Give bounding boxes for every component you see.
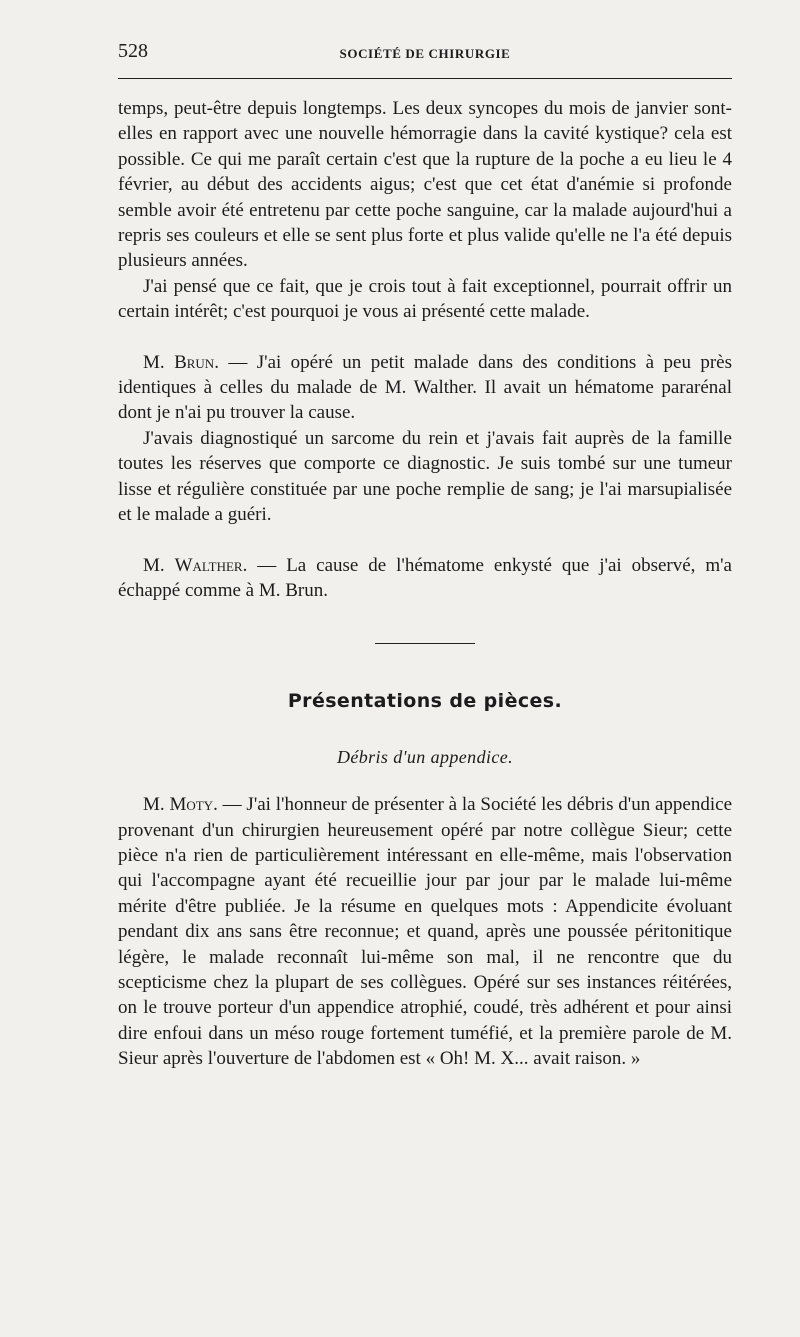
speaker-prefix: M. [143,351,175,373]
paragraph-brun [118,350,732,426]
paragraph-walther-text: . — La cause de l'hématome enkysté que j'ai observé, m'a échappé comme à M. Brun. [118,554,732,601]
paragraph-moty [118,792,732,1071]
paragraph-moty-text: . — J'ai l'honneur de présenter à la Société les débris d'un appendice provenant d'un chirurgien heureusement opéré par notre collègue Sieur; cette pièce n'a rien de particulièrement intéressant en elle-même, mais l'observation qui l'accompagne ayant été recueillie jour par jour par le malade lui-même mérite d'être publiée. Je la résume en quelques mots : Appendicite évoluant pendant dix ans sans être reconnue; et quand, après une poussée péritonitique légère, le malade reconnaît lui-même son mal, il ne rencontre que du scepticisme chez la plupart de ses collègues. Opéré sur ses instances réitérées, on le trouve porteur d'un appendice atrophié, coudé, très adhérent et pour ainsi dire enfoui dans un méso rouge fortement tuméfié, et la première parole de M. Sieur après l'ouverture de l'abdomen est « Oh! M. X... avait raison. » [118,794,732,1070]
paragraph-brun-continued: J'avais diagnostiqué un sarcome du rein et j'avais fait auprès de la famille toutes les réserves que comporte ce diagnostic. Je suis tombé sur une tumeur lisse et régulière constituée par une poche remplie de sang; je l'ai marsupialisée et le malade a guéri. [118,427,732,526]
header-rule [118,78,732,79]
page-number: 528 [118,40,148,62]
section-subtitle: Débris d'un appendice. [336,746,514,767]
section-divider [375,643,475,644]
speaker-prefix: M. [143,794,170,816]
page-header [118,0,732,80]
paragraph-walther [118,553,732,604]
paragraph-continuation: temps, peut-être depuis longtemps. Les deux syncopes du mois de janvier sont-elles en rapport avec une nouvelle hémorragie dans la cavité kystique? cela est possible. Ce qui me paraît certain c'est que la rupture de la poche a eu lieu le 4 février, au début des accidents aigus; c'est que cet état d'anémie si profonde semble avoir été entretenu par cette poche sanguine, car la malade aujourd'hui a repris ses couleurs et elle se sent plus forte et plus valide qu'elle ne l'a été depuis plusieurs années. [118,98,732,272]
page-body [118,96,732,1072]
running-head: SOCIÉTÉ DE CHIRURGIE [339,46,511,61]
section-title: Présentations de pièces. [287,690,563,713]
speaker-prefix: M. [143,554,175,576]
paragraph-conclusion: J'ai pensé que ce fait, que je crois tout à fait exceptionnel, pourrait offrir un certain intérêt; c'est pourquoi je vous ai présenté cette malade. [118,275,732,323]
speaker-name-walther: Walther [174,554,243,576]
speaker-name-brun: Brun [174,351,215,373]
paragraph-brun-text: . — J'ai opéré un petit malade dans des conditions à peu près identiques à celles du malade de M. Walther. Il avait un hématome pararénal dont je n'ai pu trouver la cause. [118,351,732,424]
speaker-name-moty: Moty [169,794,214,816]
